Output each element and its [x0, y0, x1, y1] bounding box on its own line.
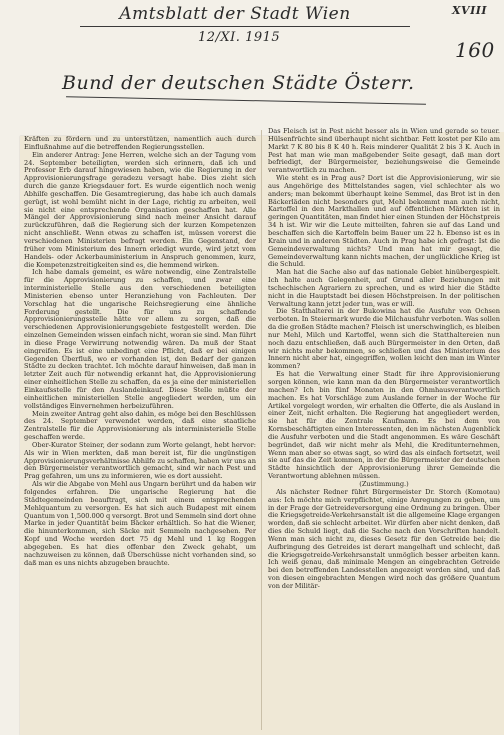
newspaper-clipping	[20, 127, 504, 735]
column-divider	[261, 130, 262, 730]
article-paragraph: Kräften zu fördern und zu unterstützen, namentlich auch durch Einflußnahme auf die betreffenden Regierungsstellen.	[24, 135, 256, 151]
article-paragraph: Ober-Kurator Steiner, der sodann zum Worte gelangt, hebt hervor: Als wir in Wien merkten, daß man bereit ist, für die ungünstigen Approvisionierungsverhältnisse Abhilfe zu schaffen, haben wir uns an den Bürgermeister verantwortlich gemacht, sind wir nach Pest und Prag gefahren, um uns zu informieren, wie es dort aussieht.	[24, 440, 256, 481]
archive-ref: XVIII	[452, 4, 488, 17]
article-right-column	[268, 128, 500, 591]
page-number: 160	[455, 38, 495, 62]
section-underline	[66, 96, 426, 105]
article-paragraph: Die Statthalterei in der Bukowina hat die Ausfuhr von Ochsen verboten. In Steiermark wurde die Milchausfuhr verboten. Was sollen da die großen Städte machen? Fleisch ist unerschwinglich, es bleiben nur Mehl, Milch und Kartoffel, wenn sich die Statthaltereien nun noch dazu entschließen, daß auch Bürgermeister in den Orten, daß wir nichts mehr bekommen, so schließen und das Ministerium des Innern nicht aber hat, eingegriffen, wollen leicht den man im Winter kommen?	[268, 307, 500, 371]
article-paragraph: Als wir die Abgabe von Mehl aus Ungarn berührt und da haben wir folgendes erfahren. Die ungarische Regierung hat die Städtegemeinden beauftragt, sich mit einem entsprechenden Mehlquantum zu versorgen. Es hat sich auch Budapest mit einem Quantum von 1,500.000 q versorgt. Brot und Semmeln sind dort ohne Marke in jeder Quantität beim Bäcker erhältlich. So hat die Wiener, die hinunterkommen, sich Säcke mit Semmeln nachgesehen. Per Kopf und Woche werden dort 75 dg Mehl und 1 kg Roggen abgegeben. Es hat dies offenbar den Zweck gehabt, um nachzuweisen zu können, daß Überschüsse nicht vorhanden sind, so daß man es uns nichts abzugeben brauchte.	[24, 480, 256, 567]
article-paragraph: Als nächster Redner führt Bürgermeister Dr. Storch (Komotau) aus: Ich möchte mich verpflichtet, einige Anregungen zu geben, um in der Frage der Getreideversorgung eine Ordnung zu bringen. Über die Kriegsgetreide-Verkehrsanstalt ist die allgemeine Klage ergangen worden, daß sie schlecht arbeitet. Wir dürfen aber nicht denken, daß dies die Schuld liegt, daß die Sache nach den Vorschriften handelt. Wenn man sich nicht zu, dieses Gesetz für den Getreide bei; die Aufbringung des Getreides ist derart mangelhaft und schlecht, daß die Kriegsgetreide-Verkehrsanstalt unmöglich besser arbeiten kann. Ich weiß genau, daß minimale Mengen an eingebrachten Getreide bei den betreffenden Landesstellen angezeigt worden sind, und daß von diesen eingebrachten Mengen wird noch das größere Quantum von der Militär-	[268, 487, 500, 590]
article-paragraph: Das Fleisch ist in Pest nicht besser als in Wien und gerade so teuer. Hülsenfrüchte sind überhaupt nicht sichtbar. Fett kostet per Kilo am Markt 7 K 80 bis 8 K 40 h. Reis minderer Qualität 2 bis 3 K. Auch in Pest hat man wie man maßgebender Seite gesagt, daß man dort befriedigt, der Bürgermeister, beziehungsweise die Gemeinde verantwortlich zu machen.	[268, 127, 500, 175]
article-paragraph: Ein anderer Antrag: Jene Herren, welche sich an der Tagung vom 24. September beteiligten, werden sich erinnern, daß ich und Professor Erb darauf hingewiesen haben, wie die Regierung in der Approvisionierungsfrage geradezu versagt habe. Dies zieht sich durch die ganze Kriegsdauer fort. Es wurde eigentlich noch wenig Abhilfe geschaffen. Die Gesamtregierung, das habe ich auch damals gerügt, ist wohl bemüht nicht in der Lage, richtig zu arbeiten, weil sie nicht eine entsprechende Organisation geschaffen hat. Alle Mängel der Approvisionierung sind nach meiner Ansicht darauf zurückzuführen, daß die Regierung sich der kurzen Kompetenzen nicht anschließt. Wenn etwas zu schaffen ist, müssen vorerst die verschiedenen Ministerien befragt werden. Ein Gegenstand, der früher vom Ministerium des Innern erledigt wurde, wird jetzt vom Handels- oder Ackerbauministerium in Anspruch genommen, kurz, die Kompetenzstreitigkeiten sind es, die hemmend wirken.	[24, 150, 256, 269]
article-paragraph: Man hat die Sache also auf das nationale Gebiet hinübergespielt. Ich halte auch Gelegenheit, auf Grund aller Beziehungen mit tschechischen Agrariern zu sprechen, und es wird hier die Städte nicht in die Hauptstadt bei diesen Höchstpreisen. In der politischen Verwaltung kann jetzt jeder tun, was er will.	[268, 268, 500, 308]
applause-note: (Zustimmung.)	[359, 479, 409, 488]
article-left-column	[24, 136, 256, 567]
title-underline	[80, 26, 410, 27]
archive-date: 12/XI. 1915	[198, 30, 281, 45]
article-paragraph: Es hat die Verwaltung einer Stadt für ihre Approvisionierung sorgen können, wie kann man da den Bürgermeister verantwortlich machen? Ich bin fünf Monaten in den Ohmhausverantwortlich machen. Es hat Vorschläge zum Auslande ferner in der Woche für Artikel vorgelegt worden, wir erhalten die Offerte, die als Ausland in einer Zeit, nicht erhalten. Die Regierung hat angegliedert werden, sie hat für die Zentrale Kaufmann. Es bei dem von Kornsbeschäftigten einen Interessenten, den im nächsten Augenblick die Ausfuhr verboten und die Stadt angenommen. Es wäre Geschäft begründet, daß wir nicht mehr als Mehl, die Kreditunternehmen, Wenn man aber so etwas sagt, so wird das als einfach fortsetzt, weil sie auf das die Zeit kommen, in der die Bürgermeister der deutschen Städte hinsichtlich der Approvisionierung ihrer Gemeinde die Verantwortung ablehnen müssen.	[268, 370, 500, 481]
article-paragraph: Wie steht es in Prag aus? Dort ist die Approvisionierung, wir sie aus Angehörige des Mittelstandes sagen, viel schlechter als wo anders; man bekommt überhaupt keine Semmel, das Brot ist in den Bäckerläden nicht besonders gut, Mehl bekommt man auch nicht, Kartoffel in den Markthallen und auf öffentlichen Märkten ist in geringen Quantitäten, man findet hier einen Stunden der Höchstpreis 34 h ist. Wir wir die Leute mitteilten, fahren sie auf das Land und beschaffen sich die Kartoffeln beim Bauer um 22 h. Ebenso ist es in Krain und in anderen Städten. Auch in Prag habe ich gefragt: Ist die Gemeindeverwaltung nichts? Und man hat mir gesagt, die Gemeindeverwaltung kann nichts machen, der unglückliche Krieg ist die Schuld.	[268, 174, 500, 269]
article-paragraph: Ich habe damals gemeint, es wäre notwendig, eine Zentralstelle für die Approvisionierung zu schaffen, und zwar eine interministerielle Stelle aus den verschiedenen beteiligten Ministerien ebenso unter Heranziehung von Fachleuten. Der Vorschlag hat die ungarische Reichsregierung eine ähnliche Forderung gestellt. Die für uns zu schaffende Approvisionierungsstelle hätte vor allem zu sorgen, daß die verschiedenen Approvisionierungsgebiete festgestellt werden. Die einzelnen Gemeinden wissen einfach nicht, woran sie sind. Man führt in diese Frage Verwirrung notwendig wären. Da muß der Staat eingreifen. Es ist eine unbedingt eine Pflicht, daß er bei einigen Gegenden Überfluß, wo er vorhanden ist, den Bedarf der ganzen Städte zu decken trachtet. Ich möchte darauf hinweisen, daß man in letzter Zeit auch für notwendig erkannt hat, die Approvisionierung einer einheitlichen Stelle zu schaffen, da es ja eine der ministeriellen Einkaufsstelle für den Auslandeinkauf. Diese Stelle müßte der einheitlichen ministeriellen Stelle angegliedert werden, um ein vollständiges Einvernehmen herbeizuführen.	[24, 268, 256, 410]
section-title: Bund der deutschen Städte Österr.	[62, 72, 415, 94]
archive-title: Amtsblatt der Stadt Wien	[119, 4, 351, 24]
article-paragraph: Mein zweiter Antrag geht also dahin, es möge bei den Beschlüssen des 24. September verwendet werden, daß eine staatliche Zentralstelle für die Approvisionierung als interministerielle Stelle geschaffen werde.	[24, 409, 256, 442]
